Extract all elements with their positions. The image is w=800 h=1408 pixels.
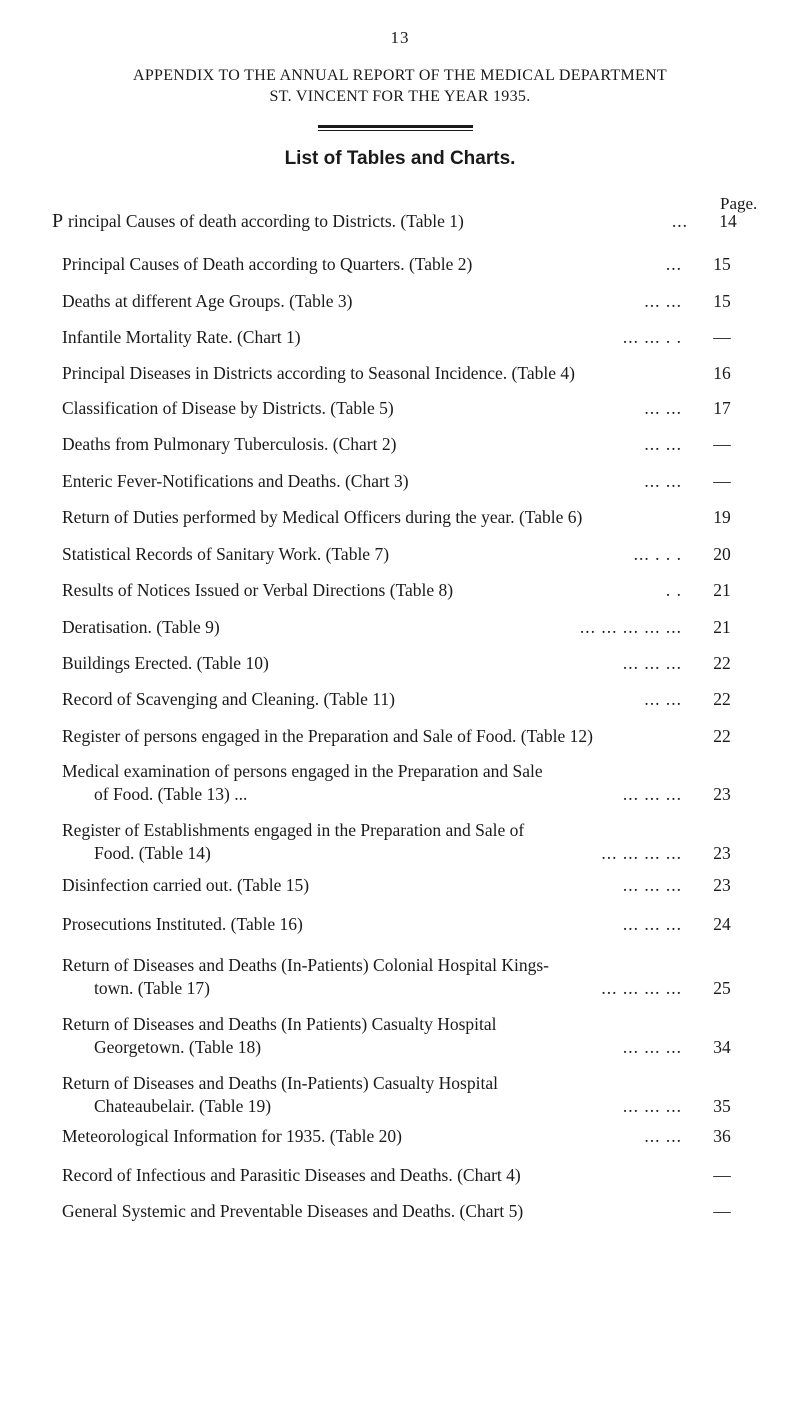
entry-page-number: 36 bbox=[713, 1126, 731, 1146]
entry-label-continued: Chateaubelair. (Table 19) bbox=[94, 1096, 272, 1116]
page-column-heading: Page. bbox=[720, 194, 758, 213]
dot-leader: ... ... ... bbox=[622, 875, 682, 895]
entry-label: Meteorological Information for 1935. (Table 20) bbox=[62, 1126, 402, 1146]
entry-page-number: 23 bbox=[713, 843, 731, 863]
entry-page-number: 21 bbox=[713, 617, 731, 637]
entry-page-number: — bbox=[713, 1201, 731, 1221]
entry-page-number: 35 bbox=[713, 1096, 731, 1116]
entry-label: Register of persons engaged in the Preparation and Sale of Food. (Table 12) bbox=[62, 726, 593, 746]
entry-label: Disinfection carried out. (Table 15) bbox=[62, 875, 310, 895]
entry-label: Classification of Disease by Districts. (Table 5) bbox=[62, 398, 394, 418]
dot-leader: ... ... ... bbox=[622, 1096, 682, 1116]
dot-leader: . . bbox=[665, 580, 682, 600]
entry-page-number: 14 bbox=[719, 211, 737, 231]
dot-leader: ... ... . . bbox=[622, 327, 682, 347]
list-item bbox=[62, 470, 731, 493]
entry-page-number: 20 bbox=[713, 544, 731, 564]
entry-page-number: 19 bbox=[713, 507, 731, 527]
list-item bbox=[62, 760, 731, 806]
list-item bbox=[62, 819, 731, 865]
dot-leader: ... ... ... ... bbox=[601, 843, 682, 863]
entry-page-number: 23 bbox=[713, 784, 731, 804]
document-header bbox=[40, 65, 760, 107]
dot-leader: ... bbox=[671, 211, 688, 231]
list-item bbox=[62, 913, 731, 936]
entry-label: Medical examination of persons engaged in the Preparation and Sale bbox=[62, 761, 543, 781]
entry-label: Enteric Fever-Notifications and Deaths. (Chart 3) bbox=[62, 471, 409, 491]
list-item bbox=[62, 616, 731, 639]
list-item bbox=[62, 1013, 731, 1059]
entry-label: Return of Diseases and Deaths (In-Patients) Colonial Hospital Kings- bbox=[62, 955, 549, 975]
entry-page-number: — bbox=[713, 1165, 731, 1185]
list-item bbox=[62, 397, 731, 420]
dot-leader: ... ... bbox=[644, 291, 682, 311]
entry-label: Return of Diseases and Deaths (In Patients) Casualty Hospital bbox=[62, 1014, 497, 1034]
entry-page-number: — bbox=[713, 327, 731, 347]
entry-label: Return of Diseases and Deaths (In-Patients) Casualty Hospital bbox=[62, 1073, 498, 1093]
entry-label: Register of Establishments engaged in the Preparation and Sale of bbox=[62, 820, 525, 840]
dot-leader: ... ... ... ... ... bbox=[579, 617, 682, 637]
entry-page-number: — bbox=[713, 471, 731, 491]
dot-leader: ... ... ... bbox=[622, 784, 682, 804]
list-item bbox=[62, 1072, 731, 1118]
entry-label: Return of Duties performed by Medical Officers during the year. (Table 6) bbox=[62, 507, 583, 527]
dot-leader: ... ... ... bbox=[622, 653, 682, 673]
list-item bbox=[62, 1200, 731, 1223]
entry-page-number: 22 bbox=[713, 726, 731, 746]
dot-leader: ... ... ... bbox=[622, 1037, 682, 1057]
entry-label: General Systemic and Preventable Diseases and Deaths. (Chart 5) bbox=[62, 1201, 524, 1221]
dot-leader: ... ... bbox=[644, 398, 682, 418]
entry-page-number: 15 bbox=[713, 291, 731, 311]
entry-label: Infantile Mortality Rate. (Chart 1) bbox=[62, 327, 301, 347]
entry-page-number: — bbox=[713, 434, 731, 454]
entry-label: Deaths from Pulmonary Tuberculosis. (Chart 2) bbox=[62, 434, 397, 454]
dot-leader: ... ... bbox=[644, 689, 682, 709]
list-item bbox=[62, 1125, 731, 1148]
dot-leader: ... ... bbox=[644, 434, 682, 454]
entry-page-number: 15 bbox=[713, 254, 731, 274]
entry-label: Statistical Records of Sanitary Work. (Table 7) bbox=[62, 544, 390, 564]
header-line-1: APPENDIX TO THE ANNUAL REPORT OF THE MEDICAL DEPARTMENT bbox=[132, 67, 668, 84]
header-line-2: ST. VINCENT FOR THE YEAR 1935. bbox=[269, 88, 531, 105]
entry-label: Results of Notices Issued or Verbal Directions (Table 8) bbox=[62, 580, 454, 600]
dot-leader: ... ... bbox=[644, 1126, 682, 1146]
entry-page-number: 17 bbox=[713, 398, 731, 418]
list-item bbox=[62, 579, 731, 602]
list-item bbox=[62, 433, 731, 456]
drop-cap-letter: P bbox=[52, 210, 64, 232]
list-item bbox=[62, 1164, 731, 1187]
list-item bbox=[62, 290, 731, 313]
list-item bbox=[62, 326, 731, 349]
list-item bbox=[62, 543, 731, 566]
entry-page-number: 21 bbox=[713, 580, 731, 600]
list-item bbox=[62, 874, 731, 897]
entry-label: Deratisation. (Table 9) bbox=[62, 617, 220, 637]
entry-label: Buildings Erected. (Table 10) bbox=[62, 653, 269, 673]
page-title: List of Tables and Charts. bbox=[284, 148, 516, 169]
entry-label: Deaths at different Age Groups. (Table 3) bbox=[62, 291, 353, 311]
dot-leader: ... ... ... ... bbox=[601, 978, 682, 998]
list-item bbox=[62, 688, 731, 711]
entry-label-continued: town. (Table 17) bbox=[94, 978, 210, 998]
dot-leader: ... bbox=[665, 254, 682, 274]
dot-leader: ... . . . bbox=[633, 544, 682, 564]
entry-label: Principal Causes of Death according to Quarters. (Table 2) bbox=[62, 254, 473, 274]
entry-page-number: 22 bbox=[713, 653, 731, 673]
entry-label-continued: Georgetown. (Table 18) bbox=[94, 1037, 262, 1057]
list-item bbox=[62, 954, 731, 1000]
list-item bbox=[62, 362, 731, 385]
entry-label: Principal Diseases in Districts according to Seasonal Incidence. (Table 4) bbox=[62, 363, 575, 383]
title-rule-thin bbox=[318, 130, 473, 131]
title-rule-thick bbox=[318, 125, 473, 128]
entry-page-number: 24 bbox=[713, 914, 731, 934]
list-item bbox=[62, 652, 731, 675]
entry-page-number: 16 bbox=[713, 363, 731, 383]
entry-page-number: 34 bbox=[713, 1037, 731, 1057]
entry-page-number: 22 bbox=[713, 689, 731, 709]
list-item bbox=[68, 210, 737, 233]
entry-label: rincipal Causes of death according to Districts. (Table 1) bbox=[68, 211, 464, 231]
entry-page-number: 25 bbox=[713, 978, 731, 998]
entry-label: Record of Infectious and Parasitic Diseases and Deaths. (Chart 4) bbox=[62, 1165, 521, 1185]
list-item bbox=[62, 253, 731, 276]
entry-label-continued: Food. (Table 14) bbox=[94, 843, 211, 863]
dot-leader: ... ... ... bbox=[622, 914, 682, 934]
entry-label: Prosecutions Instituted. (Table 16) bbox=[62, 914, 303, 934]
dot-leader: ... ... bbox=[644, 471, 682, 491]
page-number: 13 bbox=[390, 28, 410, 47]
entry-label-continued: of Food. (Table 13) ... bbox=[94, 784, 248, 804]
entry-page-number: 23 bbox=[713, 875, 731, 895]
list-item bbox=[62, 725, 731, 748]
entry-label: Record of Scavenging and Cleaning. (Table 11) bbox=[62, 689, 395, 709]
list-item bbox=[62, 506, 731, 529]
